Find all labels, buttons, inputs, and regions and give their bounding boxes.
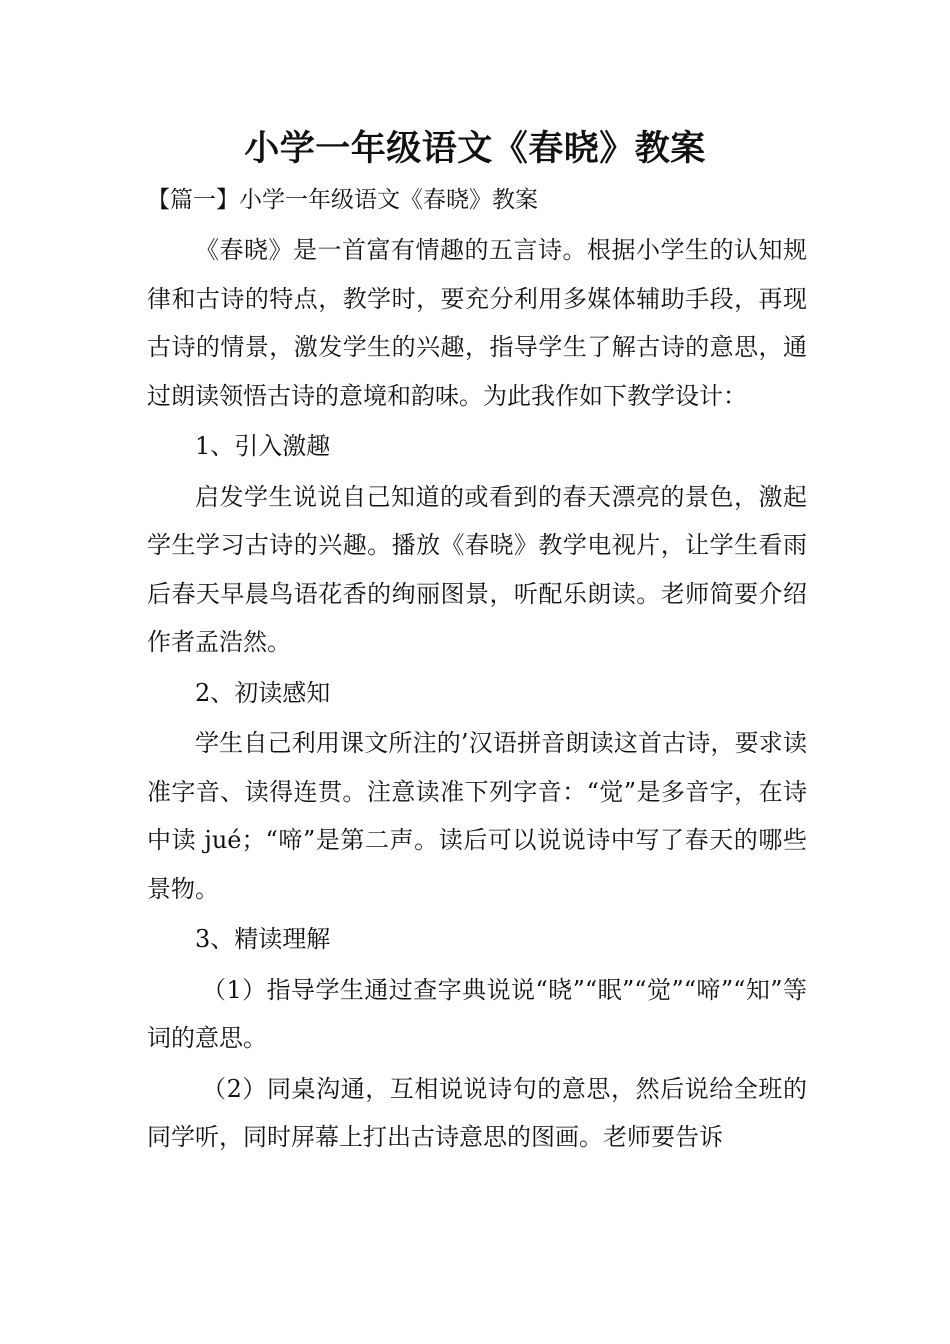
step-heading-3: 3、精读理解	[195, 925, 331, 953]
document-title: 小学一年级语文《春晓》教案	[244, 128, 706, 169]
step-heading-1: 1、引入激趣	[195, 432, 331, 460]
paragraph-step-3-item-1: （1）指导学生通过查字典说说“晓”“眠”“觉”“啼”“知”等词的意思。	[147, 975, 807, 1052]
document-body	[147, 226, 807, 1162]
paragraph-step-2: 学生自己利用课文所注的’汉语拼音朗读这首古诗，要求读准字音、读得连贯。注意读准下列字音：“觉”是多音字，在诗中读 jué；“啼”是第二声。读后可以说说诗中写了春天的哪些景物。	[147, 729, 807, 903]
step-heading-2: 2、初读感知	[195, 678, 331, 707]
section-heading: 【篇一】小学一年级语文《春晓》教案	[147, 187, 538, 213]
paragraph-step-3-item-2: （2）同桌沟通，互相说说诗句的意思，然后说给全班的同学听，同时屏幕上打出古诗意思的图画。老师要告诉	[147, 1074, 807, 1151]
paragraph-intro: 《春晓》是一首富有情趣的五言诗。根据小学生的认知规律和古诗的特点，教学时，要充分利用多媒体辅助手段，再现古诗的情景，激发学生的兴趣，指导学生了解古诗的意思，通过朗读领悟古诗的意境和韵味。为此我作如下教学设计：	[147, 236, 807, 410]
paragraph-step-1: 启发学生说说自己知道的或看到的春天漂亮的景色，激起学生学习古诗的兴趣。播放《春晓》教学电视片，让学生看雨后春天早晨鸟语花香的绚丽图景，听配乐朗读。老师简要介绍作者孟浩然。	[147, 482, 807, 656]
